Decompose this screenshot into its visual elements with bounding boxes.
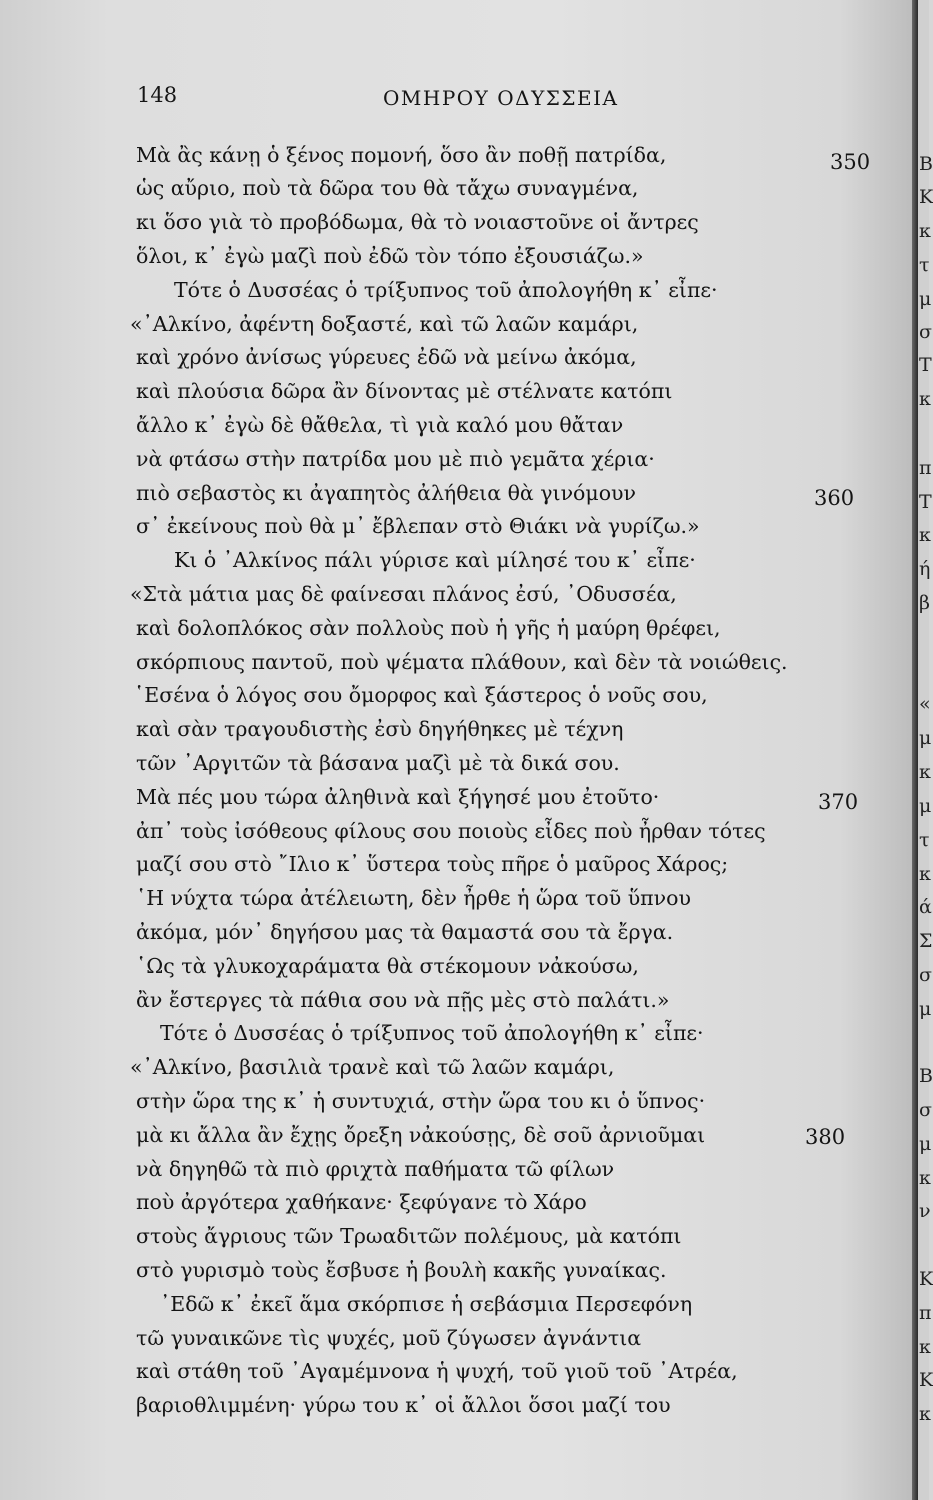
verse-line: καὶ χρόνο ἀνίσως γύρευες ἐδῶ νὰ μείνω ἀκόμα, (136, 345, 637, 369)
facing-page-glyph: ν (919, 1200, 931, 1222)
facing-page-glyph: σ (919, 321, 932, 343)
verse-line: «᾿Αλκίνο, ἀφέντη δοξαστέ, καὶ τῶ λαῶν καμάρι, (130, 312, 639, 336)
verse-line: ἀπ᾿ τοὺς ἰσόθεους φίλους σου ποιοὺς εἶδες ποὺ ἦρθαν τότες (136, 819, 766, 843)
verse-line: ὅλοι, κ᾿ ἐγὼ μαζὶ ποὺ ἐδῶ τὸν τόπο ἐξουσιάζω.» (136, 244, 644, 268)
facing-page-glyph: Τ (919, 491, 932, 513)
verse-line: Μὰ ἂς κάνῃ ὁ ξένος πομονή, ὅσο ἂν ποθῇ πατρίδα, (136, 143, 667, 167)
verse-line: σ᾿ ἐκείνους ποὺ θὰ μ᾿ ἔβλεπαν στὸ Θιάκι νὰ γυρίζω.» (136, 514, 700, 538)
verse-line: ἀκόμα, μόν᾿ δηγήσου μας τὰ θαμαστά σου τὰ ἔργα. (136, 920, 674, 944)
verse-line: στὸ γυρισμὸ τοὺς ἔσβυσε ἡ βουλὴ κακῆς γυναίκας. (136, 1258, 667, 1282)
verse-line: ποὺ ἀργότερα χαθήκανε· ξεφύγανε τὸ Χάρο (136, 1190, 587, 1214)
verse-line: στὴν ὥρα της κ᾿ ἡ συντυχιά, στὴν ὥρα του κι ὁ ὕπνος· (136, 1089, 706, 1113)
verse-line: καὶ δολοπλόκος σὰν πολλοὺς ποὺ ἡ γῆς ἡ μαύρη θρέφει, (136, 616, 721, 640)
verse-line: νὰ δηγηθῶ τὰ πιὸ φριχτὰ παθήματα τῶ φίλων (136, 1157, 615, 1181)
facing-page-glyph: « (919, 693, 931, 715)
verse-line: καὶ πλούσια δῶρα ἂν δίνοντας μὲ στέλνατε κατόπι (136, 379, 673, 403)
line-number-350: 350 (830, 150, 871, 174)
facing-page-glyph: κ (919, 220, 931, 242)
verse-line: Τότε ὁ Δυσσέας ὁ τρίξυπνος τοῦ ἀπολογήθη κ᾿ εἶπε· (160, 1021, 704, 1045)
verse-line: ῾Ως τὰ γλυκοχαράματα θὰ στέκομουν νἀκούσω, (136, 954, 639, 978)
facing-page-glyph: τ (919, 254, 930, 276)
verse-line: ἄλλο κ᾿ ἐγὼ δὲ θἄθελα, τὶ γιὰ καλό μου θἄταν (136, 413, 624, 437)
verse-line: Τότε ὁ Δυσσέας ὁ τρίξυπνος τοῦ ἀπολογήθη κ᾿ εἶπε· (174, 278, 718, 302)
verse-line: μὰ κι ἄλλα ἂν ἔχῃς ὄρεξη νἀκούσῃς, δὲ σοῦ ἀρνιοῦμαι (136, 1123, 706, 1147)
facing-page-glyph: β (919, 592, 930, 614)
facing-page-glyph: Τ (919, 354, 932, 376)
facing-page-glyph: Β (919, 153, 933, 175)
facing-page-glyph: κ (919, 1167, 931, 1189)
verse-line: σκόρπιους παντοῦ, ποὺ ψέματα πλάθουν, καὶ δὲν τὰ νοιώθεις. (136, 650, 788, 674)
facing-page-edge (918, 0, 933, 1500)
verse-line: ῾Η νύχτα τώρα ἀτέλειωτη, δὲν ἦρθε ἡ ὥρα τοῦ ὕπνου (136, 886, 691, 910)
facing-page-glyph: τ (919, 829, 930, 851)
facing-page-glyph: κ (919, 761, 931, 783)
facing-page-glyph: μ (919, 1133, 932, 1155)
facing-page-glyph: μ (919, 727, 932, 749)
facing-page-glyph: κ (919, 863, 931, 885)
verse-line: Κι ὁ ᾿Αλκίνος πάλι γύρισε καὶ μίλησέ του κ᾿ εἶπε· (174, 548, 696, 572)
verse-line: πιὸ σεβαστὸς κι ἀγαπητὸς ἀλήθεια θὰ γινόμουν (136, 481, 636, 505)
facing-page-glyph: μ (919, 795, 932, 817)
verse-line: στοὺς ἄγριους τῶν Τρωαδιτῶν πολέμους, μὰ κατόπι (136, 1224, 682, 1248)
verse-line: τῶν ᾿Αργιτῶν τὰ βάσανα μαζὶ μὲ τὰ δικά σου. (136, 751, 620, 775)
facing-page-glyph: ά (919, 896, 932, 918)
line-number-370: 370 (818, 790, 859, 814)
facing-page-glyph: κ (919, 1336, 931, 1358)
facing-page-glyph: π (919, 1302, 932, 1324)
facing-page-glyph: μ (919, 288, 932, 310)
facing-page-glyph: ή (919, 558, 931, 580)
verse-line: «Στὰ μάτια μας δὲ φαίνεσαι πλάνος ἐσύ, ᾿Οδυσσέα, (130, 582, 677, 606)
verse-line: ἂν ἔστεργες τὰ πάθια σου νὰ πῇς μὲς στὸ παλάτι.» (136, 988, 670, 1012)
facing-page-glyph: Β (919, 1065, 933, 1087)
verse-line: Μὰ πές μου τώρα ἀληθινὰ καὶ ξήγησέ μου ἐτοῦτο· (136, 785, 660, 809)
verse-line: καὶ στάθη τοῦ ᾿Αγαμέμνονα ἡ ψυχή, τοῦ γιοῦ τοῦ ᾿Ατρέα, (136, 1359, 738, 1383)
line-number-380: 380 (805, 1125, 846, 1149)
verse-line: κι ὅσο γιὰ τὸ προβόδωμα, θὰ τὸ νοιαστοῦνε οἱ ἄντρες (136, 210, 699, 234)
verse-line: ᾿Εδῶ κ᾿ ἐκεῖ ἅμα σκόρπισε ἡ σεβάσμια Περσεφόνη (160, 1292, 693, 1316)
verse-line: νὰ φτάσω στὴν πατρίδα μου μὲ πιὸ γεμᾶτα χέρια· (136, 447, 655, 471)
facing-page-glyph: Κ (919, 1369, 933, 1391)
facing-page-glyph: σ (919, 964, 932, 986)
page-number: 148 (137, 83, 178, 107)
facing-page-glyph: Κ (919, 1268, 933, 1290)
facing-page-glyph: κ (919, 1403, 931, 1425)
facing-page-glyph: σ (919, 1099, 932, 1121)
line-number-360: 360 (814, 486, 855, 510)
facing-page-glyph: π (919, 457, 932, 479)
verse-line: καὶ σὰν τραγουδιστὴς ἐσὺ δηγήθηκες μὲ τέχνη (136, 717, 624, 741)
facing-page-glyph: Σ (919, 930, 933, 952)
running-head-title: ΟΜΗΡΟΥ ΟΔΥΣΣΕΙΑ (383, 86, 619, 110)
verse-line: τῶ γυναικῶνε τὶς ψυχές, μοῦ ζύγωσεν ἀγνάντια (136, 1326, 642, 1350)
verse-line: ὡς αὔριο, ποὺ τὰ δῶρα του θὰ τἄχω συναγμένα, (136, 176, 639, 200)
verse-line: ῾Εσένα ὁ λόγος σου ὄμορφος καὶ ξάστερος ὁ νοῦς σου, (134, 683, 708, 707)
verse-line: μαζί σου στὸ ῎Ιλιο κ᾿ ὕστερα τοὺς πῆρε ὁ μαῦρος Χάρος; (136, 852, 729, 876)
verse-line: «᾿Αλκίνο, βασιλιὰ τρανὲ καὶ τῶ λαῶν καμάρι, (130, 1055, 615, 1079)
facing-page-glyph: Κ (919, 186, 933, 208)
facing-page-glyph: κ (919, 524, 931, 546)
facing-page-glyph: μ (919, 998, 932, 1020)
facing-page-glyph: κ (919, 388, 931, 410)
verse-line: βαριοθλιμμένη· γύρω του κ᾿ οἱ ἄλλοι ὅσοι μαζί του (136, 1393, 671, 1417)
